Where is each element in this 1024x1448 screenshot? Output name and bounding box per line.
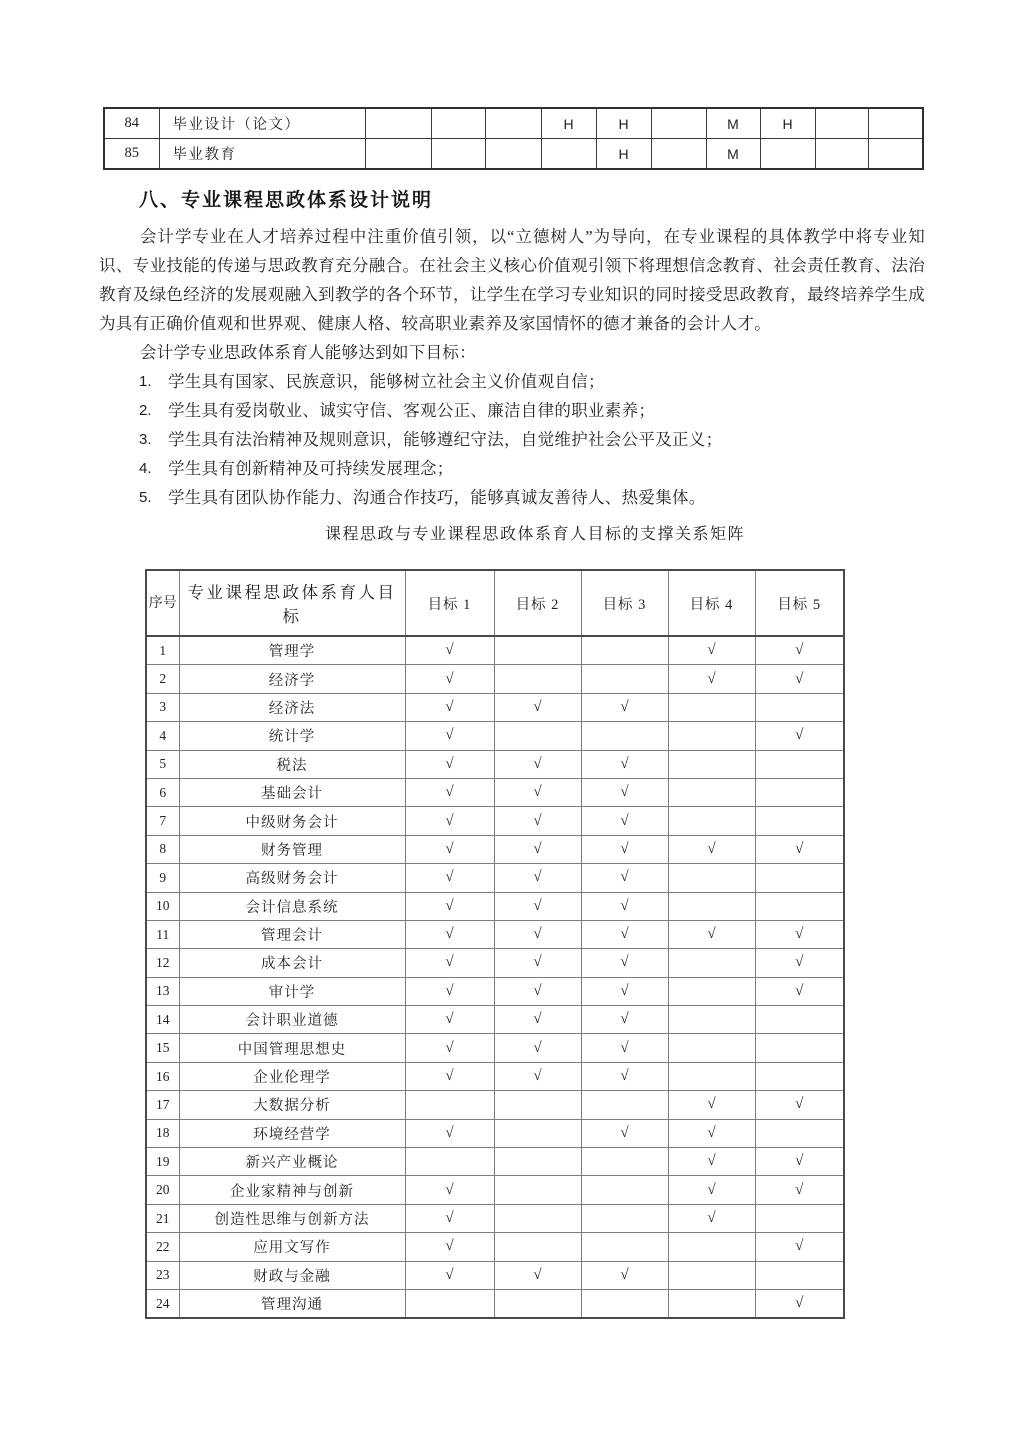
goal-text: 学生具有国家、民族意识，能够树立社会主义价值观自信；	[168, 372, 605, 391]
goal-item	[139, 396, 925, 425]
check-mark-cell: √	[494, 977, 581, 1005]
row-number-cell: 8	[146, 835, 179, 863]
empty-cell	[668, 949, 755, 977]
empty-cell	[494, 665, 581, 693]
support-level-cell	[760, 139, 815, 170]
check-mark-cell: √	[668, 1176, 755, 1204]
row-number-cell: 84	[104, 108, 159, 139]
check-mark-cell: √	[405, 722, 494, 750]
empty-cell	[755, 778, 844, 806]
support-level-cell	[485, 139, 541, 170]
row-number-cell: 24	[146, 1289, 179, 1318]
check-mark-cell: √	[494, 1062, 581, 1090]
matrix-row	[146, 892, 844, 920]
check-mark-cell: √	[494, 1034, 581, 1062]
matrix-row	[146, 949, 844, 977]
matrix-row	[146, 977, 844, 1005]
check-mark-cell: √	[581, 807, 668, 835]
row-number-cell: 2	[146, 665, 179, 693]
check-mark-cell: √	[494, 1261, 581, 1289]
check-mark-cell: √	[581, 1119, 668, 1147]
empty-cell	[668, 693, 755, 721]
row-number-cell: 20	[146, 1176, 179, 1204]
course-name-cell: 企业伦理学	[179, 1062, 405, 1090]
check-mark-cell: √	[755, 949, 844, 977]
row-number-cell: 3	[146, 693, 179, 721]
empty-cell	[668, 864, 755, 892]
empty-cell	[668, 807, 755, 835]
course-name-cell: 企业家精神与创新	[179, 1176, 405, 1204]
matrix-row	[146, 1261, 844, 1289]
course-name-cell: 基础会计	[179, 778, 405, 806]
matrix-row	[146, 778, 844, 806]
check-mark-cell: √	[405, 750, 494, 778]
empty-cell	[494, 1091, 581, 1119]
check-mark-cell: √	[494, 892, 581, 920]
course-name-cell: 管理学	[179, 636, 405, 665]
top-table-row	[104, 108, 923, 139]
check-mark-cell: √	[581, 1034, 668, 1062]
course-name-cell: 中国管理思想史	[179, 1034, 405, 1062]
course-name-cell: 环境经营学	[179, 1119, 405, 1147]
row-number-cell: 9	[146, 864, 179, 892]
check-mark-cell: √	[668, 1148, 755, 1176]
check-mark-cell: √	[405, 949, 494, 977]
empty-cell	[755, 1119, 844, 1147]
support-level-cell	[431, 139, 485, 170]
empty-cell	[405, 1148, 494, 1176]
course-name-cell: 成本会计	[179, 949, 405, 977]
support-level-cell	[815, 108, 868, 139]
row-number-cell: 17	[146, 1091, 179, 1119]
check-mark-cell: √	[405, 1261, 494, 1289]
col-header-goal-2: 目标 2	[494, 570, 581, 636]
check-mark-cell: √	[668, 920, 755, 948]
matrix-title: 课程思政与专业课程思政体系育人目标的支撑关系矩阵	[324, 526, 745, 543]
top-table-row	[104, 139, 923, 170]
check-mark-cell: √	[494, 949, 581, 977]
goal-text: 学生具有法治精神及规则意识，能够遵纪守法，自觉维护社会公平及正义；	[168, 430, 723, 449]
empty-cell	[668, 1006, 755, 1034]
empty-cell	[405, 1091, 494, 1119]
row-number-cell: 6	[146, 778, 179, 806]
check-mark-cell: √	[668, 665, 755, 693]
row-number-cell: 19	[146, 1148, 179, 1176]
empty-cell	[755, 750, 844, 778]
empty-cell	[755, 864, 844, 892]
check-mark-cell: √	[755, 920, 844, 948]
check-mark-cell: √	[755, 636, 844, 665]
support-level-cell: H	[760, 108, 815, 139]
col-header-goal-4: 目标 4	[668, 570, 755, 636]
course-support-table-continued	[103, 107, 924, 170]
check-mark-cell: √	[405, 1034, 494, 1062]
check-mark-cell: √	[755, 1091, 844, 1119]
support-level-cell	[485, 108, 541, 139]
empty-cell	[668, 778, 755, 806]
empty-cell	[494, 1289, 581, 1318]
check-mark-cell: √	[405, 778, 494, 806]
row-number-cell: 15	[146, 1034, 179, 1062]
empty-cell	[755, 1062, 844, 1090]
empty-cell	[668, 722, 755, 750]
check-mark-cell: √	[405, 1204, 494, 1232]
matrix-row	[146, 750, 844, 778]
check-mark-cell: √	[581, 693, 668, 721]
empty-cell	[668, 1289, 755, 1318]
empty-cell	[494, 1233, 581, 1261]
row-number-cell: 11	[146, 920, 179, 948]
matrix-row	[146, 1119, 844, 1147]
empty-cell	[668, 1062, 755, 1090]
check-mark-cell: √	[405, 1062, 494, 1090]
check-mark-cell: √	[668, 636, 755, 665]
empty-cell	[581, 1233, 668, 1261]
empty-cell	[668, 1034, 755, 1062]
course-name-cell: 财务管理	[179, 835, 405, 863]
matrix-row	[146, 1091, 844, 1119]
course-name-cell: 毕业设计（论文）	[159, 108, 365, 139]
check-mark-cell: √	[405, 864, 494, 892]
matrix-row	[146, 1176, 844, 1204]
empty-cell	[668, 892, 755, 920]
goal-number: 4.	[139, 460, 152, 477]
check-mark-cell: √	[581, 835, 668, 863]
goal-item	[139, 454, 925, 483]
empty-cell	[581, 665, 668, 693]
check-mark-cell: √	[581, 920, 668, 948]
check-mark-cell: √	[755, 977, 844, 1005]
row-number-cell: 1	[146, 636, 179, 665]
col-header-number: 序号	[146, 570, 179, 636]
course-name-cell: 会计职业道德	[179, 1006, 405, 1034]
support-level-cell: M	[706, 108, 760, 139]
matrix-row	[146, 636, 844, 665]
goal-number: 3.	[139, 431, 152, 448]
check-mark-cell: √	[405, 977, 494, 1005]
goal-item	[139, 483, 925, 512]
empty-cell	[581, 1091, 668, 1119]
support-level-cell	[651, 108, 706, 139]
check-mark-cell: √	[405, 1176, 494, 1204]
matrix-row	[146, 807, 844, 835]
course-name-cell: 新兴产业概论	[179, 1148, 405, 1176]
check-mark-cell: √	[405, 920, 494, 948]
matrix-row	[146, 835, 844, 863]
course-name-cell: 创造性思维与创新方法	[179, 1204, 405, 1232]
check-mark-cell: √	[755, 665, 844, 693]
support-level-cell	[541, 139, 596, 170]
check-mark-cell: √	[755, 722, 844, 750]
course-name-cell: 经济法	[179, 693, 405, 721]
check-mark-cell: √	[668, 835, 755, 863]
check-mark-cell: √	[405, 636, 494, 665]
check-mark-cell: √	[668, 1204, 755, 1232]
support-matrix-table	[145, 569, 845, 1319]
matrix-row	[146, 1006, 844, 1034]
check-mark-cell: √	[405, 807, 494, 835]
intro-paragraph: 会计学专业在人才培养过程中注重价值引领，以“立德树人”为导向，在专业课程的具体教学中将专业知识、专业技能的传递与思政教育充分融合。在社会主义核心价值观引领下将理想信念教育、社会责任教育、法治教育及绿色经济的发展观融入到教学的各个环节，让学生在学习专业知识的同时接受思政教育，最终培养学生成为具有正确价值观和世界观、健康人格、较高职业素养及家国情怀的德才兼备的会计人才。	[99, 227, 925, 333]
course-name-cell: 经济学	[179, 665, 405, 693]
check-mark-cell: √	[581, 1006, 668, 1034]
support-level-cell	[651, 139, 706, 170]
course-name-cell: 大数据分析	[179, 1091, 405, 1119]
check-mark-cell: √	[755, 1289, 844, 1318]
empty-cell	[581, 1148, 668, 1176]
check-mark-cell: √	[581, 977, 668, 1005]
empty-cell	[755, 693, 844, 721]
goal-item	[139, 425, 925, 454]
col-header-goal-1: 目标 1	[405, 570, 494, 636]
row-number-cell: 85	[104, 139, 159, 170]
empty-cell	[581, 1289, 668, 1318]
course-name-cell: 管理会计	[179, 920, 405, 948]
course-name-cell: 统计学	[179, 722, 405, 750]
row-number-cell: 12	[146, 949, 179, 977]
row-number-cell: 21	[146, 1204, 179, 1232]
empty-cell	[494, 1148, 581, 1176]
section-heading: 八、专业课程思政体系设计说明	[139, 190, 434, 211]
check-mark-cell: √	[405, 1233, 494, 1261]
course-name-cell: 应用文写作	[179, 1233, 405, 1261]
course-name-cell: 会计信息系统	[179, 892, 405, 920]
empty-cell	[668, 977, 755, 1005]
support-level-cell: H	[541, 108, 596, 139]
check-mark-cell: √	[668, 1091, 755, 1119]
empty-cell	[755, 1006, 844, 1034]
empty-cell	[668, 750, 755, 778]
matrix-row	[146, 1148, 844, 1176]
goal-item	[139, 367, 925, 396]
check-mark-cell: √	[494, 864, 581, 892]
goals-list	[139, 367, 925, 512]
check-mark-cell: √	[581, 892, 668, 920]
empty-cell	[581, 636, 668, 665]
check-mark-cell: √	[494, 1006, 581, 1034]
matrix-row	[146, 1289, 844, 1318]
goal-number: 1.	[139, 373, 152, 390]
check-mark-cell: √	[581, 778, 668, 806]
row-number-cell: 16	[146, 1062, 179, 1090]
empty-cell	[755, 892, 844, 920]
check-mark-cell: √	[494, 920, 581, 948]
goal-number: 2.	[139, 402, 152, 419]
matrix-row	[146, 1062, 844, 1090]
empty-cell	[405, 1289, 494, 1318]
check-mark-cell: √	[755, 835, 844, 863]
goal-number: 5.	[139, 489, 152, 506]
empty-cell	[494, 722, 581, 750]
check-mark-cell: √	[581, 864, 668, 892]
row-number-cell: 4	[146, 722, 179, 750]
support-level-cell: H	[596, 108, 651, 139]
course-name-cell: 中级财务会计	[179, 807, 405, 835]
check-mark-cell: √	[405, 835, 494, 863]
matrix-row	[146, 1233, 844, 1261]
support-level-cell: M	[706, 139, 760, 170]
check-mark-cell: √	[755, 1233, 844, 1261]
support-level-cell: H	[596, 139, 651, 170]
check-mark-cell: √	[755, 1148, 844, 1176]
empty-cell	[755, 1034, 844, 1062]
matrix-header-row	[146, 570, 844, 636]
goal-text: 学生具有团队协作能力、沟通合作技巧，能够真诚友善待人、热爱集体。	[168, 488, 706, 507]
matrix-row	[146, 1204, 844, 1232]
course-name-cell: 高级财务会计	[179, 864, 405, 892]
row-number-cell: 13	[146, 977, 179, 1005]
empty-cell	[581, 1176, 668, 1204]
check-mark-cell: √	[494, 835, 581, 863]
row-number-cell: 10	[146, 892, 179, 920]
check-mark-cell: √	[668, 1119, 755, 1147]
check-mark-cell: √	[581, 750, 668, 778]
empty-cell	[494, 1119, 581, 1147]
row-number-cell: 23	[146, 1261, 179, 1289]
support-level-cell	[365, 139, 431, 170]
matrix-row	[146, 665, 844, 693]
row-number-cell: 5	[146, 750, 179, 778]
empty-cell	[494, 636, 581, 665]
empty-cell	[494, 1176, 581, 1204]
check-mark-cell: √	[405, 1119, 494, 1147]
matrix-row	[146, 1034, 844, 1062]
check-mark-cell: √	[405, 665, 494, 693]
check-mark-cell: √	[581, 1062, 668, 1090]
check-mark-cell: √	[405, 1006, 494, 1034]
empty-cell	[668, 1233, 755, 1261]
empty-cell	[755, 1204, 844, 1232]
empty-cell	[494, 1204, 581, 1232]
check-mark-cell: √	[755, 1176, 844, 1204]
empty-cell	[755, 807, 844, 835]
check-mark-cell: √	[494, 807, 581, 835]
col-header-goal-3: 目标 3	[581, 570, 668, 636]
row-number-cell: 22	[146, 1233, 179, 1261]
goal-text: 学生具有爱岗敬业、诚实守信、客观公正、廉洁自律的职业素养；	[168, 401, 656, 420]
check-mark-cell: √	[494, 693, 581, 721]
support-level-cell	[815, 139, 868, 170]
check-mark-cell: √	[494, 750, 581, 778]
check-mark-cell: √	[405, 693, 494, 721]
check-mark-cell: √	[581, 1261, 668, 1289]
matrix-row	[146, 864, 844, 892]
matrix-row	[146, 693, 844, 721]
matrix-row	[146, 920, 844, 948]
check-mark-cell: √	[405, 892, 494, 920]
course-name-cell: 财政与金融	[179, 1261, 405, 1289]
support-level-cell	[431, 108, 485, 139]
check-mark-cell: √	[494, 778, 581, 806]
support-level-cell	[868, 108, 923, 139]
course-name-cell: 毕业教育	[159, 139, 365, 170]
support-level-cell	[365, 108, 431, 139]
matrix-row	[146, 722, 844, 750]
empty-cell	[668, 1261, 755, 1289]
empty-cell	[755, 1261, 844, 1289]
row-number-cell: 18	[146, 1119, 179, 1147]
col-header-goal-5: 目标 5	[755, 570, 844, 636]
course-name-cell: 管理沟通	[179, 1289, 405, 1318]
row-number-cell: 7	[146, 807, 179, 835]
goals-intro-paragraph: 会计学专业思政体系育人能够达到如下目标：	[140, 343, 476, 362]
course-name-cell: 审计学	[179, 977, 405, 1005]
course-name-cell: 税法	[179, 750, 405, 778]
check-mark-cell: √	[581, 949, 668, 977]
goal-text: 学生具有创新精神及可持续发展理念；	[168, 459, 454, 478]
row-number-cell: 14	[146, 1006, 179, 1034]
empty-cell	[581, 1204, 668, 1232]
col-header-course: 专业课程思政体系育人目标	[179, 570, 405, 636]
empty-cell	[581, 722, 668, 750]
support-level-cell	[868, 139, 923, 170]
